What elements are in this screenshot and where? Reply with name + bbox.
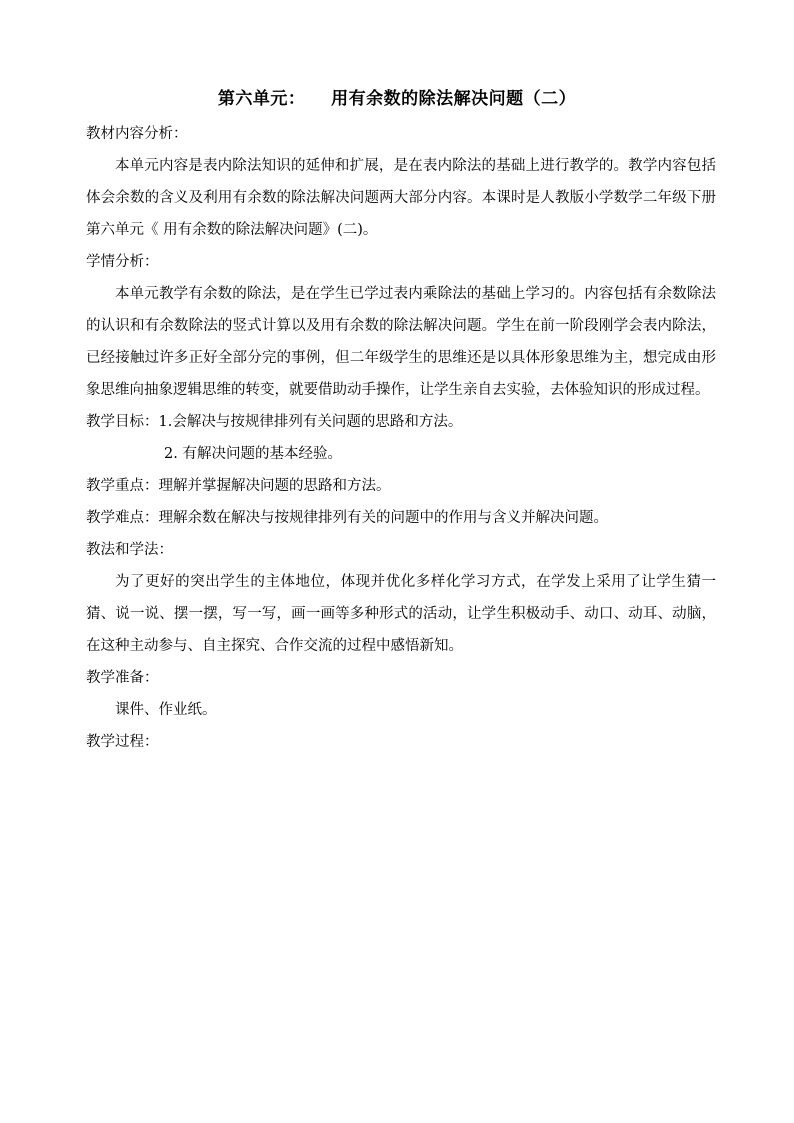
page-title: 第六单元： 用有余数的除法解决问题（二） <box>217 89 577 109</box>
preparation-heading: 教学准备： <box>86 670 159 686</box>
teaching-goal-2: 2. 有解决问题的基本经验。 <box>164 446 342 462</box>
method-heading: 教法和学法： <box>86 542 173 558</box>
student-analysis-heading: 学情分析： <box>86 254 159 270</box>
method-text: 为了更好的突出学生的主体地位，体现并优化多样化学习方式，在学发上采用了让学生猜一猜、说一说、摆一摆，写一写，画一画等多种形式的活动，让学生积极动手、动口、动耳、动脑，在这种主动参与、自主探究、合作交流的过程中感悟新知。 <box>86 574 716 654</box>
student-analysis-text: 本单元教学有余数的除法，是在学生已学过表内乘除法的基础上学习的。内容包括有余数除法的认识和有余数除法的竖式计算以及用有余数的除法解决问题。学生在前一阶段刚学会表内除法，已经接触过许多正好全部分完的事例，但二年级学生的思维还是以具体形象思维为主，想完成由形象思维向抽象逻辑思维的转变，就要借助动手操作，让学生亲自去实验，去体验知识的形成过程。 <box>86 286 716 398</box>
difficulty-point: 教学难点：理解余数在解决与按规律排列有关的问题中的作用与含义并解决问题。 <box>86 510 608 526</box>
teaching-goal-1: 教学目标：1.会解决与按规律排列有关问题的思路和方法。 <box>86 414 463 430</box>
key-point: 教学重点：理解并掌握解决问题的思路和方法。 <box>86 478 391 494</box>
material-analysis-heading: 教材内容分析： <box>86 126 188 142</box>
material-analysis-text: 本单元内容是表内除法知识的延伸和扩展，是在表内除法的基础上进行教学的。教学内容包括体会余数的含义及利用有余数的除法解决问题两大部分内容。本课时是人教版小学数学二年级下册第六单元《 用有余数的除法解决问题》(二)。 <box>86 158 716 238</box>
process-heading: 教学过程： <box>86 734 159 750</box>
document-body <box>86 118 716 758</box>
preparation-text: 课件、作业纸。 <box>115 702 217 718</box>
